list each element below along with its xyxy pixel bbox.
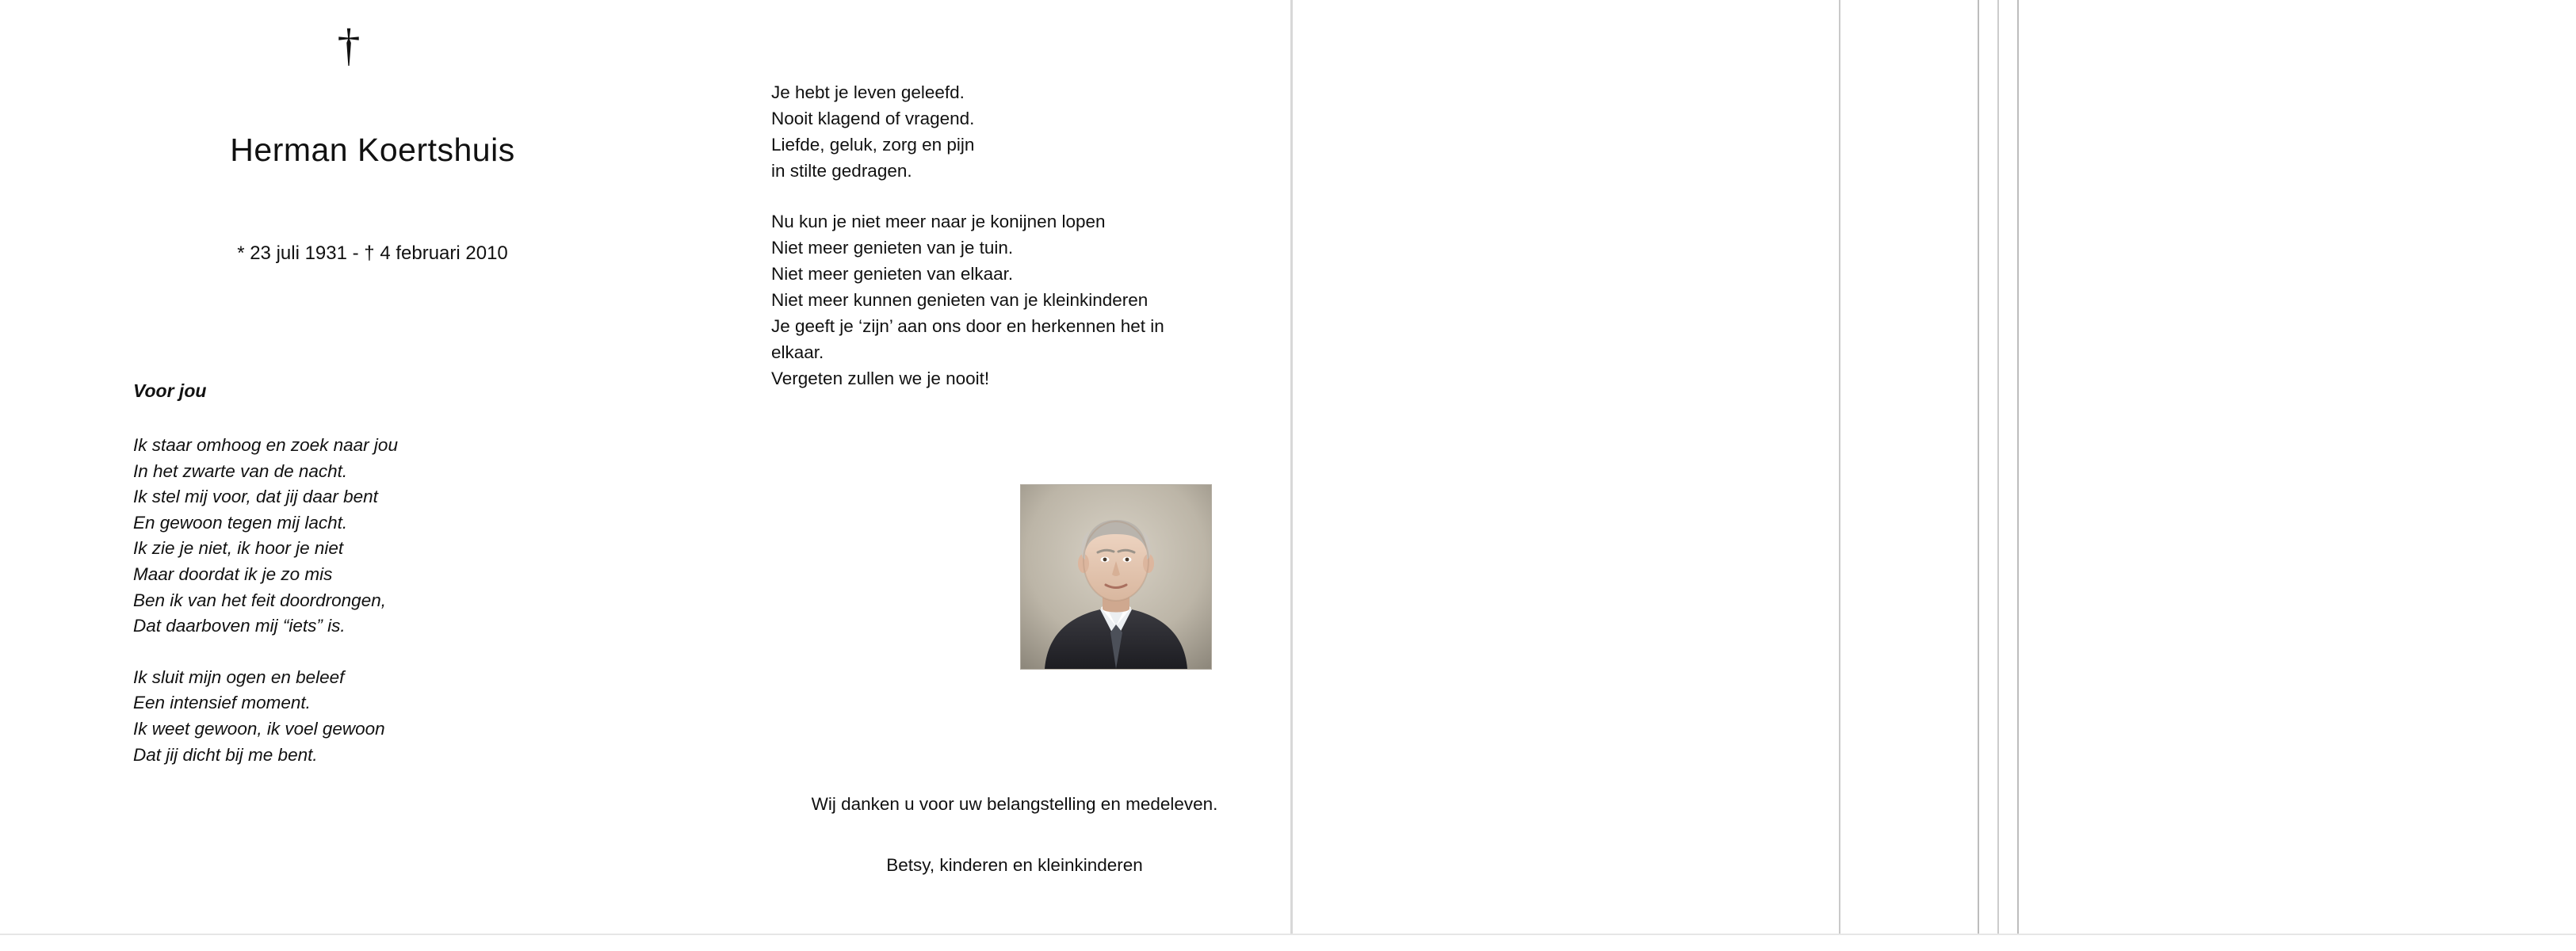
card-left-column — [0, 0, 737, 935]
birth-death-dates: * 23 juli 1931 - † 4 februari 2010 — [237, 243, 508, 264]
verse-line: Je geeft je ‘zijn’ aan ons door en herkennen het in — [771, 316, 1164, 336]
poem-line: Ik stel mij voor, dat jij daar bent — [133, 487, 378, 507]
portrait-photo — [1021, 485, 1211, 669]
scan-rule-line — [2017, 0, 2019, 935]
poem-line: Ben ik van het feit doordrongen, — [133, 590, 386, 610]
verse-line: Vergeten zullen we je nooit! — [771, 369, 990, 388]
memorial-verse — [771, 79, 1278, 391]
family-signature: Betsy, kinderen en kleinkinderen — [886, 855, 1143, 875]
verse-line: Je hebt je leven geleefd. — [771, 82, 965, 102]
verse-line: elkaar. — [771, 342, 824, 362]
poem-line: Ik weet gewoon, ik voel gewoon — [133, 718, 385, 739]
poem-line: Ik zie je niet, ik hoor je niet — [133, 538, 344, 559]
poem-line: Ik staar omhoog en zoek naar jou — [133, 435, 398, 455]
verse-stanza — [771, 79, 1278, 184]
latin-cross-icon: † — [337, 19, 361, 71]
scan-bottom-edge — [0, 934, 2576, 935]
verse-line: Nu kun je niet meer naar je konijnen lopen — [771, 212, 1106, 231]
poem-stanza — [133, 665, 577, 768]
poem-title: Voor jou — [133, 380, 207, 401]
verse-line: in stilte gedragen. — [771, 161, 912, 181]
poem-stanza — [133, 433, 577, 640]
scan-blank-area — [1294, 0, 2576, 951]
poem-line: Een intensief moment. — [133, 693, 311, 713]
thanks-message: Wij danken u voor uw belangstelling en medeleven. — [811, 794, 1218, 814]
deceased-name: Herman Koertshuis — [230, 132, 515, 168]
verse-line: Niet meer kunnen genieten van je kleinkinderen — [771, 290, 1148, 310]
card-right-edge — [1290, 0, 1293, 935]
poem-line: En gewoon tegen mij lacht. — [133, 512, 348, 533]
verse-stanza — [771, 208, 1278, 391]
scan-rule-line — [1997, 0, 1999, 935]
memorial-card — [0, 0, 1292, 935]
poem-line: Dat jij dicht bij me bent. — [133, 744, 318, 765]
poem-line: Dat daarboven mij “iets” is. — [133, 616, 346, 636]
poem-body — [133, 433, 577, 768]
card-middle-column — [737, 0, 1292, 935]
poem-line: In het zwarte van de nacht. — [133, 460, 348, 481]
poem-line: Maar doordat ik je zo mis — [133, 563, 333, 584]
verse-line: Niet meer genieten van je tuin. — [771, 238, 1014, 258]
poem-line: Ik sluit mijn ogen en beleef — [133, 666, 345, 687]
scan-rule-line — [1978, 0, 1979, 935]
verse-line: Niet meer genieten van elkaar. — [771, 264, 1014, 284]
verse-line: Liefde, geluk, zorg en pijn — [771, 135, 975, 155]
verse-line: Nooit klagend of vragend. — [771, 109, 975, 128]
scan-rule-line — [1839, 0, 1840, 935]
